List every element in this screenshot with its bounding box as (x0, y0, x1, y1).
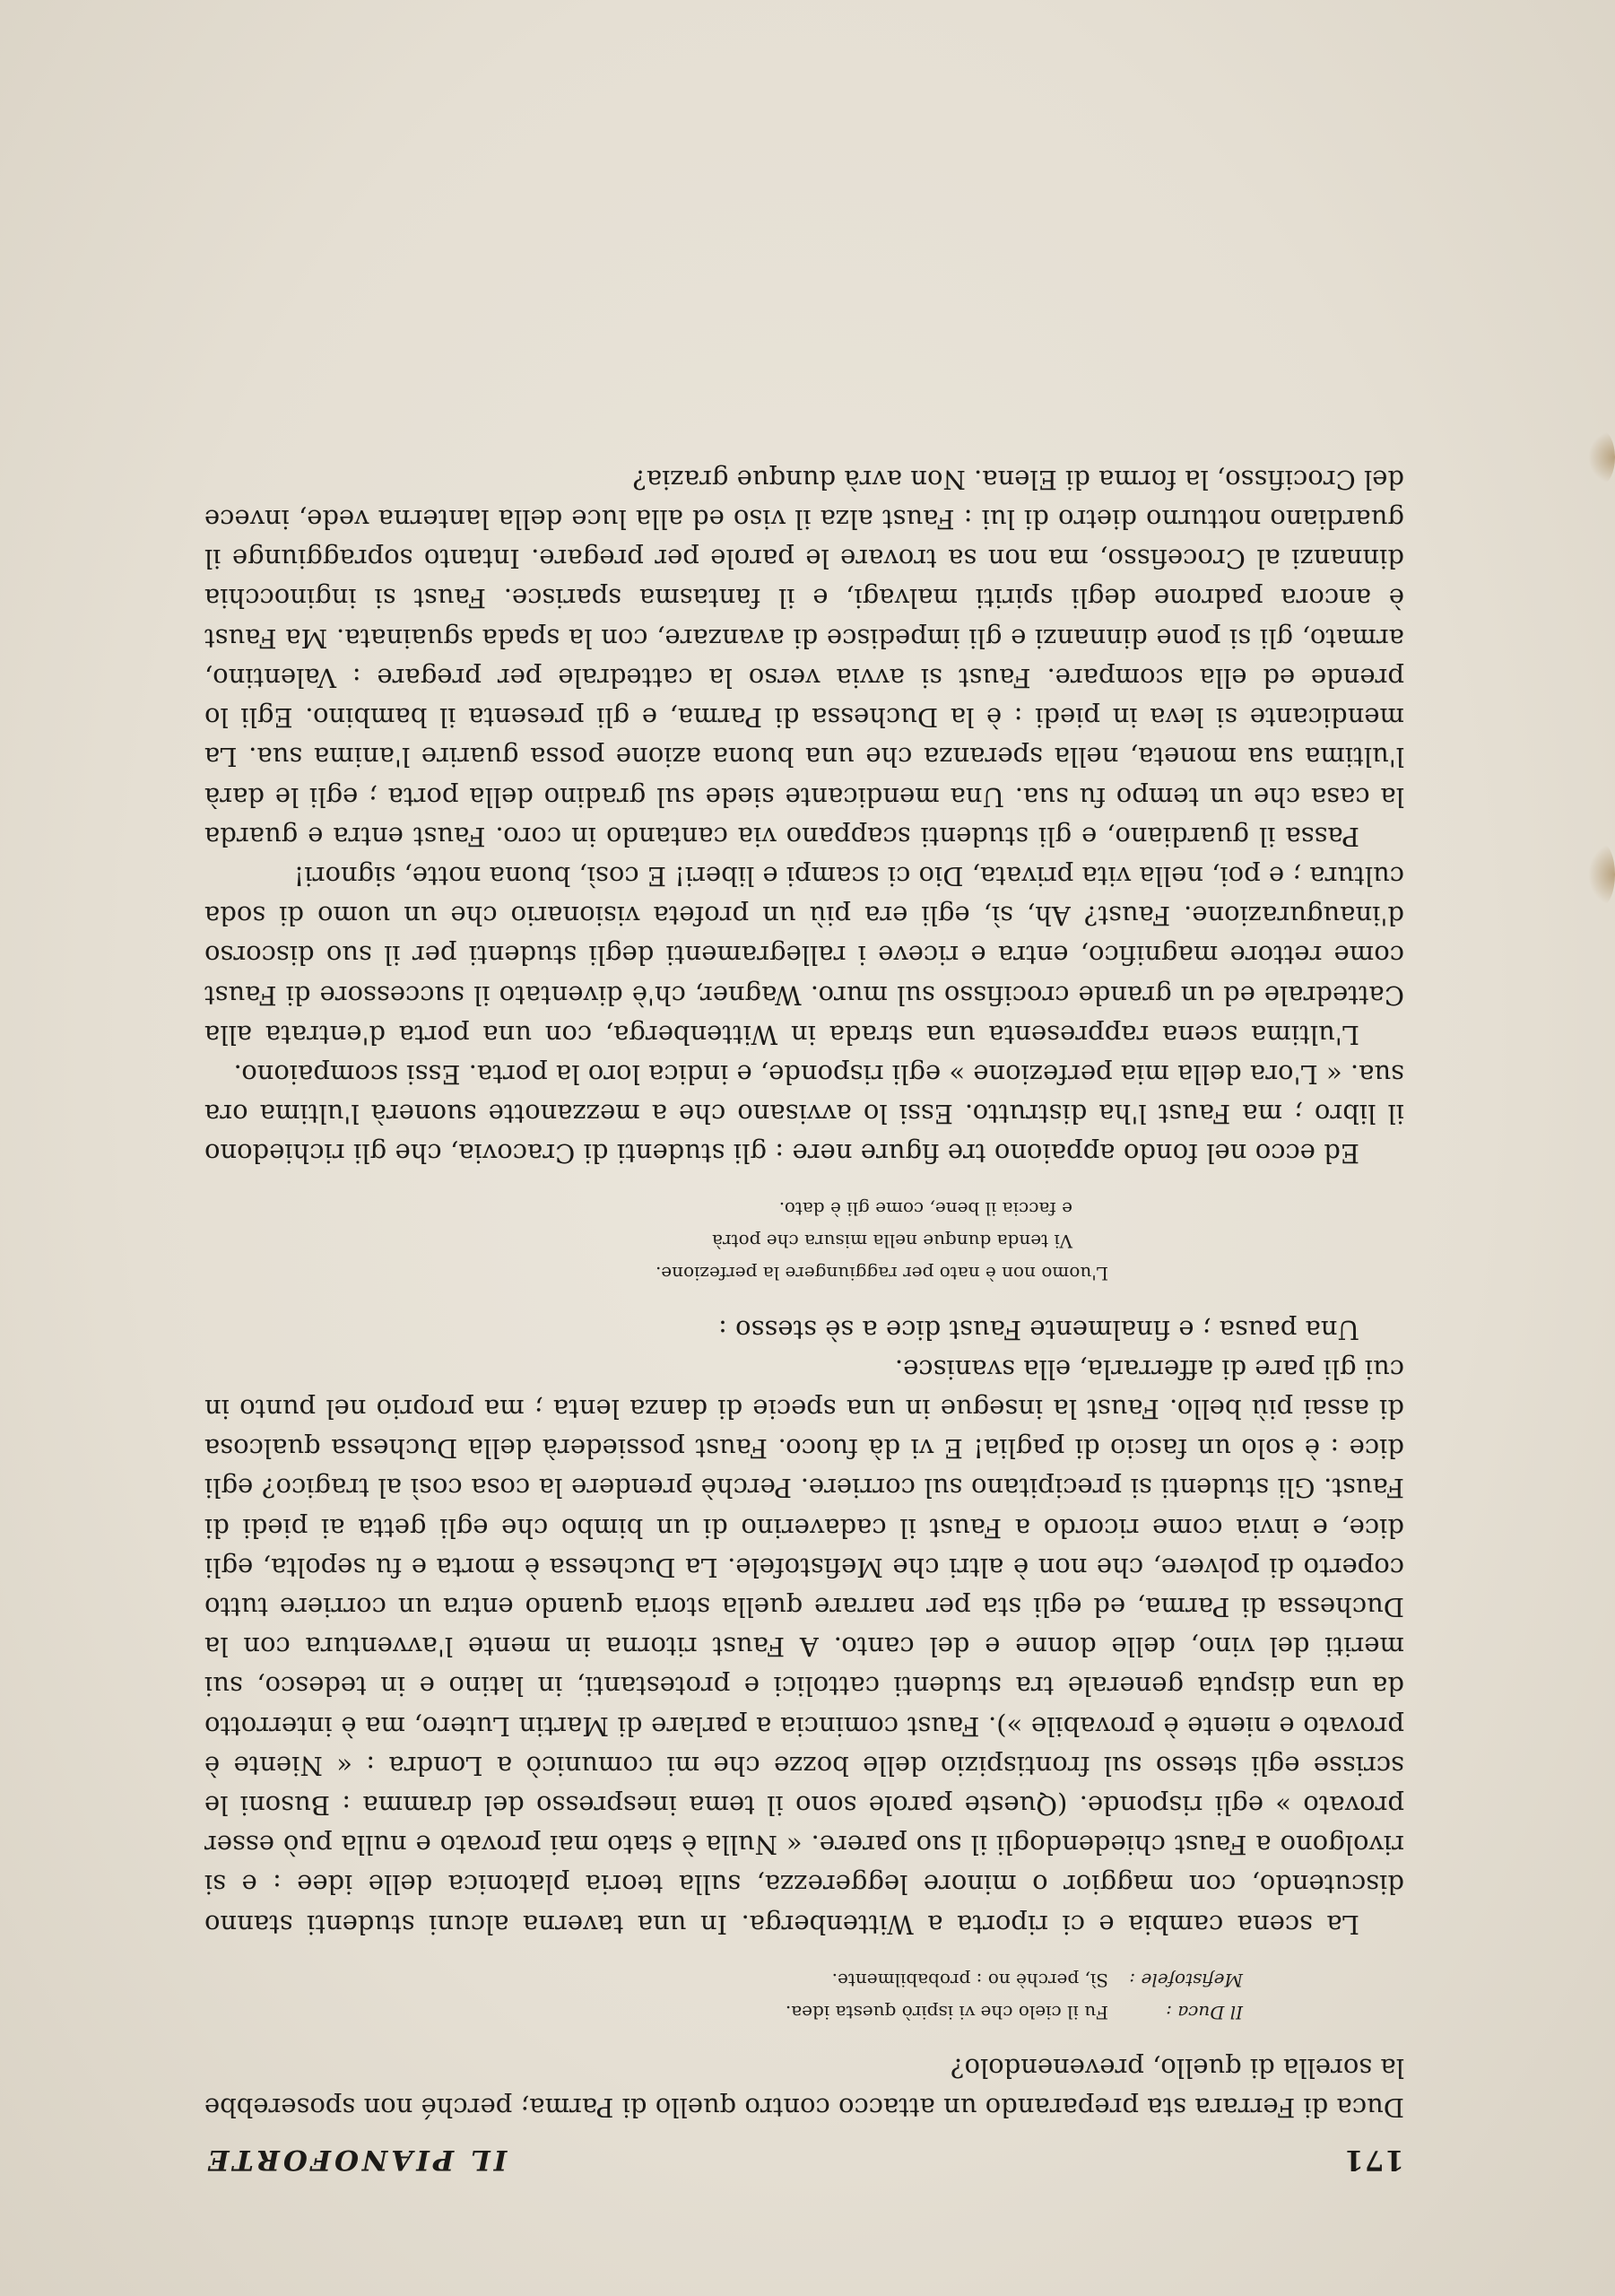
opening-paragraph: Duca di Ferrara sta preparando un attacco contro quello di Parma; perché non sposerebbe la sorella di quello, prevenendolo? (204, 2052, 1404, 2123)
dialogue-text: Sì, perchè no : probabilmente. (831, 1969, 1108, 1991)
paragraph: La scena cambia e ci riporta a Wittenberga. In una taverna alcuni studenti stanno discutendo, con maggior o minore leggerezza, sulla teoria platonica delle idee : e si rivolgono a Faust chiedendogli il suo parere. « Nulla è stato mai provato e nulla può esser provato » egli risponde. (Queste parole sono il tema inespresso del dramma : Busoni le scrisse egli stesso sul frontispizio delle bozze che mi comunicò a Londra : « Niente è provato e niente è provabile »). Faust comincia a parlare di Martin Lutero, ma è interrotto da una disputa generale tra studenti cattolici e protestanti, in latino e in tedesco, sui meriti del vino, delle donne e del canto. A Faust ritorna in mente l'avventura con la Duchessa di Parma, ed egli sta per narrare quella storia quando entra un corriere tutto coperto di polvere, che non è altri che Mefistofele. La Duchessa è morta e fu sepolta, egli dice, e invia come ricordo a Faust il cadaverino di un bimbo che egli getta ai piedi di Faust. Gli studenti si precipitano sul corriere. Perchè prendere la cosa così al tragico? egli dice : è solo un fascio di paglia! E vi dà fuoco. Faust possiederà della Duchessa qualcosa di assai più bello. Faust la insegue in una specie di danza lenta ; ma proprio nel punto in cui gli pare di afferrarla, ella svanisce. (204, 1353, 1404, 1940)
speaker-name: Mefistofele : (1129, 1969, 1243, 1991)
verse-line: Vi tenda dunque nella misura che potrà (712, 1231, 1072, 1253)
verse-line: L'uomo non è nato per raggiungere la perfezione. (655, 1263, 1108, 1285)
dialogue-quote (204, 1964, 1404, 2029)
verse-line: e faccia il bene, come gli è dato. (778, 1198, 1072, 1221)
page-text-block (204, 460, 1404, 2179)
paragraph: L'ultima scena rappresenta una strada in Wittenberga, con una porta d'entrata alla Cattedrale ed un grande crocifisso sul muro. Wagner, ch'è diventato il successore di Faust come rettore magnifico, entra e riceve i rallegramenti degli studenti per il suo discorso d'inaugurazione. Faust? Ah, sì, egli era più un profeta visionario che un uomo di soda cultura ; e poi, nella vita privata, Dio ci scampi e liberi! E così, buona notte, signori! (204, 860, 1404, 1050)
paragraph: Una pausa ; e finalmente Faust dice a sè stesso : (718, 1314, 1359, 1345)
page-number: 171 (1343, 2144, 1404, 2176)
dialogue-line (204, 1996, 1243, 2029)
running-head-title: IL PIANOFORTE (204, 2144, 508, 2176)
paragraph: Passa il guardiano, e gli studenti scappano via cantando in coro. Faust entra e guarda la casa che un tempo fu sua. Una mendicante siede sul gradino della porta ; egli le darà l'ultima sua moneta, nella speranza che una buona azione possa guarire l'anima sua. La mendicante si leva in piedi : è la Duchessa di Parma, e gli presenta il bambino. Egli lo prende ed ella scompare. Faust si avvia verso la cattedrale per pregare : Valentino, armato, gli si pone dinnanzi e gli impedisce di avanzare, con la spada sguainata. Ma Faust è ancora padrone degli spiriti malvagi, e il fantasma sparisce. Faust si inginocchia dinnanzi al Crocefisso, ma non sa trovare le parole per pregare. Intanto sopraggiunge il guardiano notturno dietro di lui : Faust alza il viso ed alla luce della lanterna vede, invece del Crocifisso, la forma di Elena. Non avrà dunque grazia? (204, 464, 1404, 852)
speaker-name: Il Duca : (1166, 2001, 1243, 2023)
running-header (204, 2127, 1404, 2179)
verse-quote (204, 1193, 1404, 1290)
paragraph: Ed ecco nel fondo appaiono tre figure nere : gli studenti di Cracovia, che gli richiedono il libro ; ma Faust l'ha distrutto. Essi lo avvisano che a mezzanotte suonerà l'ultima ora sua. « L'ora della mia perfezione » egli risponde, e indica loro la porta. Essi scompaiono. (204, 1058, 1404, 1170)
dialogue-line (204, 1964, 1243, 1996)
dialogue-text: Fu il cielo che vi ispirò questa idea. (785, 2001, 1108, 2023)
